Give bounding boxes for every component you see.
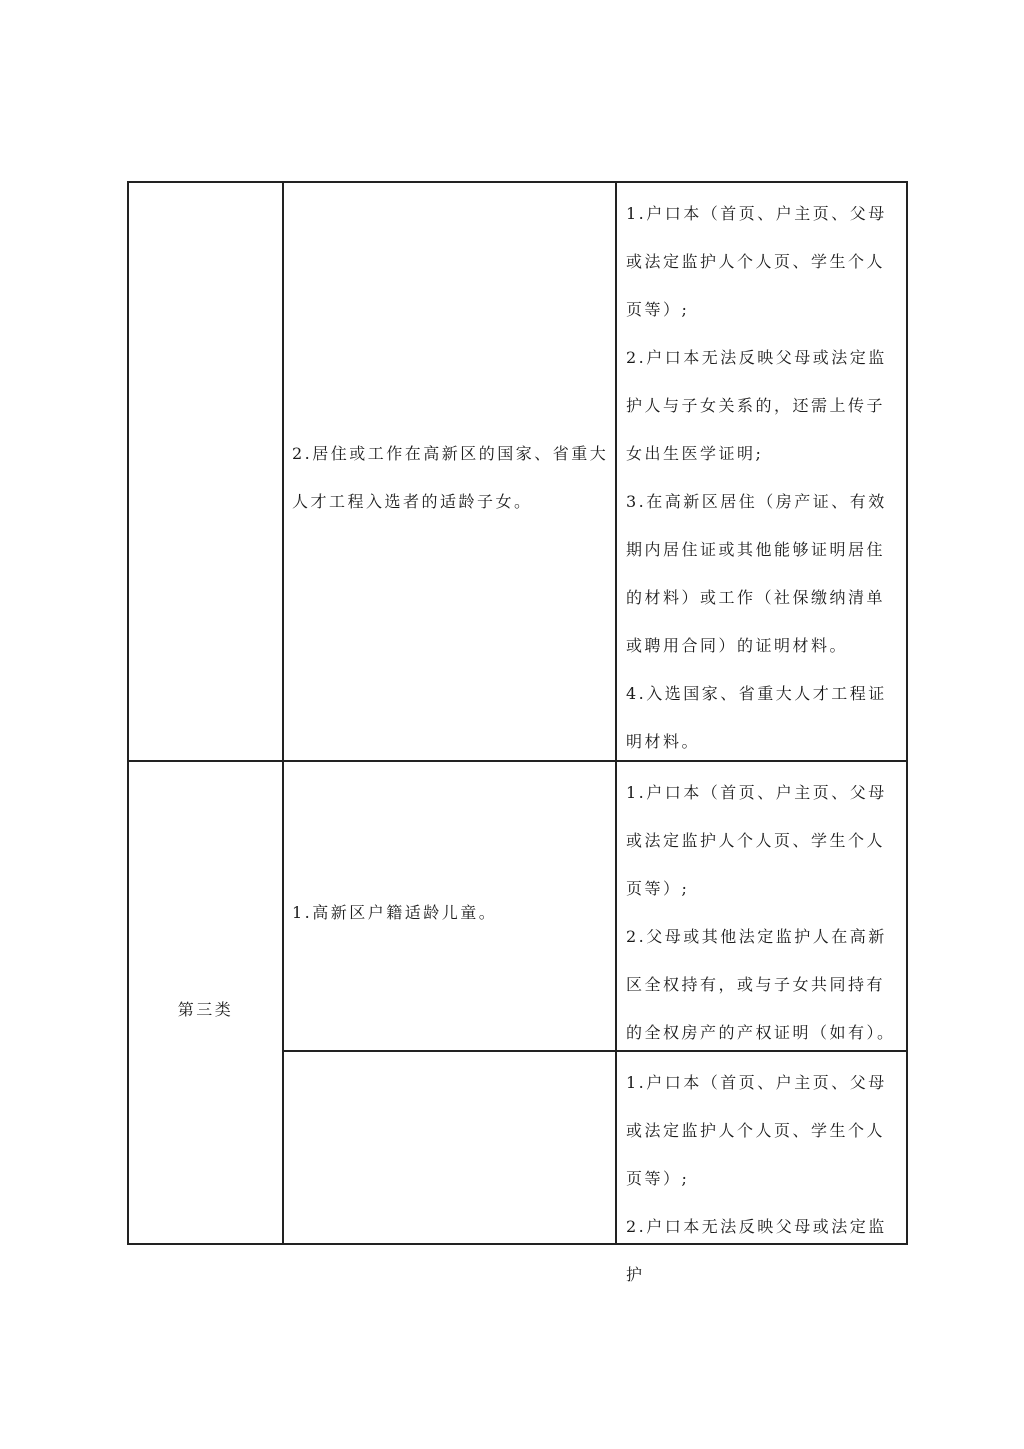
category-label: 第三类 <box>177 1000 234 1019</box>
requirement-text: 1.高新区户籍适龄儿童。 <box>292 903 498 922</box>
requirement-cell <box>292 430 612 526</box>
documents-cell <box>626 1059 900 1299</box>
document-item: 1.户口本（首页、户主页、父母或法定监护人个人页、学生个人页等）; <box>626 204 887 319</box>
table-border-right <box>906 181 908 1245</box>
document-item: 3.在高新区居住（房产证、有效期内居住证或其他能够证明居住的材料）或工作（社保缴纳清单或聘用合同）的证明材料。 <box>626 492 887 655</box>
document-item: 2.户口本无法反映父母或法定监护人与子女关系的，还需上传子女出生医学证明; <box>626 348 887 463</box>
requirement-text: 2.居住或工作在高新区的国家、省重大人才工程入选者的适龄子女。 <box>292 444 609 511</box>
table-border-top <box>127 181 908 183</box>
document-item: 2.户口本无法反映父母或法定监护 <box>626 1217 887 1284</box>
document-item: 2.父母或其他法定监护人在高新区全权持有，或与子女共同持有的全权房产的产权证明（如有）。 <box>626 927 896 1042</box>
document-item: 1.户口本（首页、户主页、父母或法定监护人个人页、学生个人页等）; <box>626 1073 887 1188</box>
column-divider-2 <box>615 181 617 1245</box>
document-item: 4.入选国家、省重大人才工程证明材料。 <box>626 684 887 751</box>
documents-cell <box>626 769 900 1057</box>
documents-cell <box>626 190 900 766</box>
requirement-cell <box>292 889 612 937</box>
table-border-left <box>127 181 129 1245</box>
column-divider-1 <box>282 181 284 1245</box>
document-item: 1.户口本（首页、户主页、父母或法定监护人个人页、学生个人页等）; <box>626 783 887 898</box>
category-cell <box>127 986 284 1034</box>
